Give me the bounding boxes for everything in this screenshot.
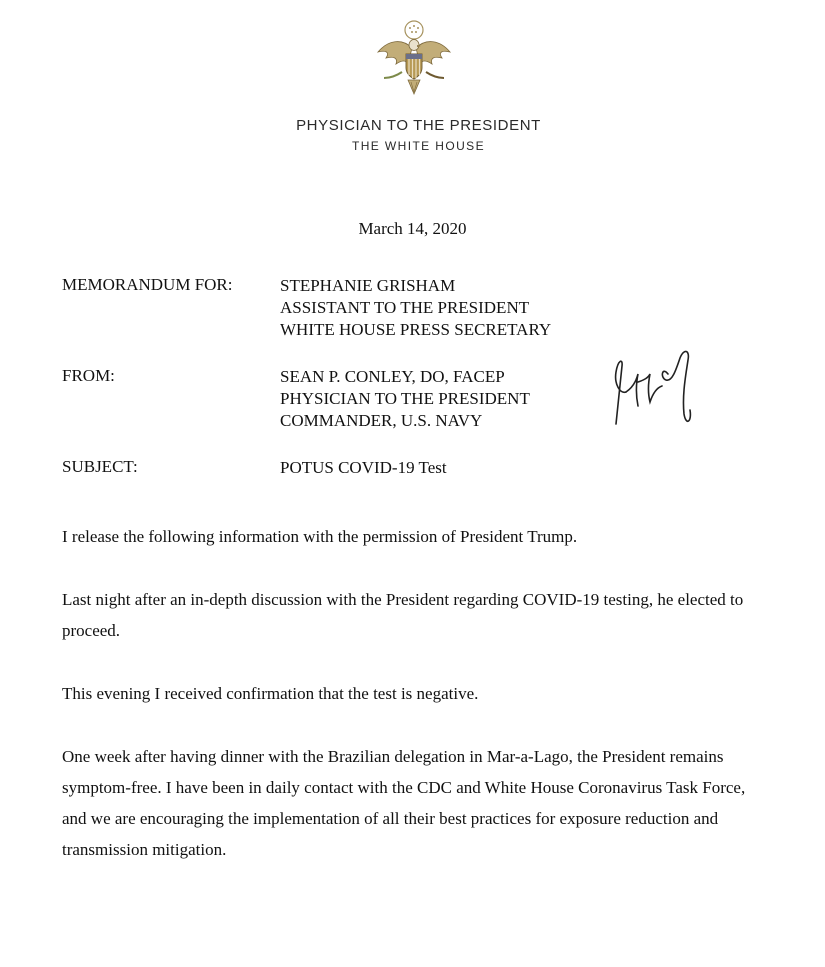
memo-for-recipient — [280, 275, 551, 341]
sender-rank: COMMANDER, U.S. NAVY — [280, 411, 483, 430]
memo-for-label: MEMORANDUM FOR: — [62, 275, 233, 294]
recipient-position: WHITE HOUSE PRESS SECRETARY — [280, 320, 552, 339]
sender-name: SEAN P. CONLEY, DO, FACEP — [280, 367, 505, 386]
memo-subject-value: POTUS COVID-19 Test — [280, 458, 447, 477]
handwritten-signature-icon — [602, 344, 702, 430]
letterhead-office: PHYSICIAN TO THE PRESIDENT — [296, 117, 541, 134]
body-paragraph: Last night after an in-depth discussion with the President regarding COVID-19 testing, he elected to proceed. — [62, 590, 744, 640]
great-seal-eagle-icon — [372, 18, 456, 100]
memo-date: March 14, 2020 — [358, 219, 467, 238]
recipient-title: ASSISTANT TO THE PRESIDENT — [280, 298, 530, 317]
body-paragraph: I release the following information with the permission of President Trump. — [62, 527, 578, 546]
memo-from-label: FROM: — [62, 366, 115, 385]
letterhead-white-house: THE WHITE HOUSE — [351, 139, 485, 153]
body-paragraph: This evening I received confirmation that the test is negative. — [62, 684, 479, 703]
body-paragraph: One week after having dinner with the Brazilian delegation in Mar-a-Lago, the President remains symptom-free. I have been in daily contact with the CDC and White House Coronavirus Task Force, and we are encouraging the implementation of all their best practices for exposure reduction and transmission mitigation. — [62, 747, 746, 859]
memo-subject-label: SUBJECT: — [62, 457, 138, 476]
memo-from-sender — [280, 366, 530, 432]
recipient-name: STEPHANIE GRISHAM — [280, 276, 456, 295]
sender-title: PHYSICIAN TO THE PRESIDENT — [280, 389, 530, 408]
